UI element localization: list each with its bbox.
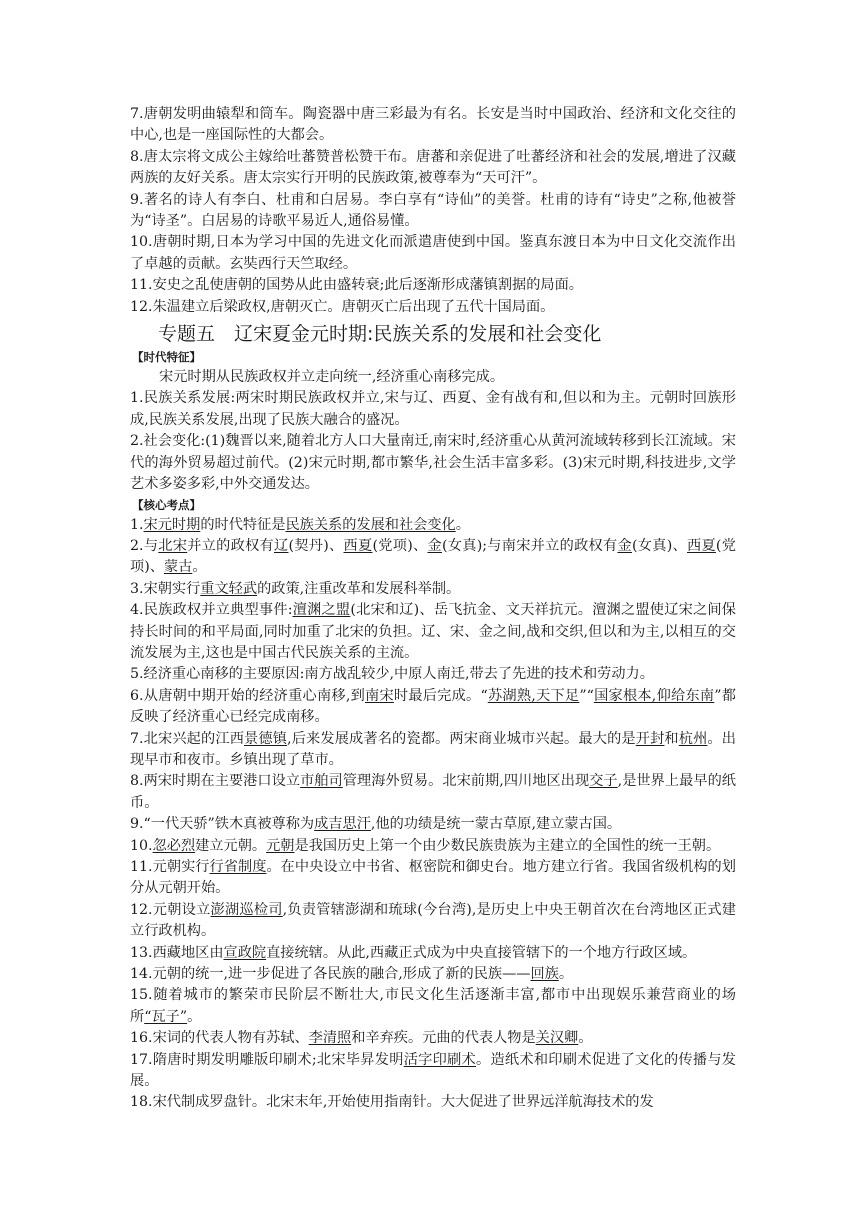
item-text: 7.唐朝发明曲辕犁和筒车。陶瓷器中唐三彩最为有名。长安是当时中国政治、经济和文化交往的中心,也是一座国际性的大都会。 — [130, 106, 736, 144]
item-text: 。 — [558, 966, 574, 983]
underlined-key-term: 国家根本,仰给东南 — [593, 687, 715, 704]
item-text: (女真);与南宋并立的政权有 — [441, 537, 618, 554]
underlined-key-term: 交子 — [589, 773, 618, 790]
underlined-key-term: 李清照 — [308, 1030, 352, 1047]
underlined-key-term: “瓦子” — [144, 1008, 188, 1025]
underlined-key-term: 南宋 — [365, 687, 394, 704]
topic-heading: 专题五 辽宋夏金元时期:民族关系的发展和社会变化 — [158, 323, 602, 346]
item-text: 10.唐朝时期,日本为学习中国的先进文化而派遣唐使到中国。鉴真东渡日本为中日文化交流作出了卓越的贡献。玄奘西行天竺取经。 — [130, 234, 736, 272]
item-text: 9.著名的诗人有李白、杜甫和白居易。李白享有“诗仙”的美誉。杜甫的诗有“诗史”之称,他被誉为“诗圣”。白居易的诗歌平易近人,通俗易懂。 — [130, 191, 736, 230]
item-text: 8.两宋时期在主要港口设立 — [130, 773, 301, 790]
core-point-item — [130, 985, 736, 1028]
tang-list-item — [130, 297, 736, 318]
core-point-item — [130, 943, 736, 964]
underlined-key-term: 杭州 — [678, 730, 708, 747]
item-text: 是我国历史上第一个由少数民族贵族为主建立的全国性的统一王朝。 — [294, 837, 721, 854]
item-text: 。 — [187, 1008, 202, 1025]
item-text: 并立的政权有 — [187, 537, 275, 554]
item-text: 15.随着城市的繁荣市民阶层不断壮大,市民文化生活逐渐丰富,都市中出现娱乐兼营商业的场所 — [130, 987, 736, 1025]
core-point-item — [130, 536, 736, 579]
item-text: (党项)、 — [130, 537, 736, 576]
underlined-key-term: 重文轻武 — [200, 580, 258, 597]
underlined-key-term: 回族 — [530, 966, 559, 983]
item-text: 管理海外贸易。北宋前期,四川地区出现 — [342, 773, 590, 790]
item-text: 5.经济重心南移的主要原因:南方战乱较少,中原人南迁,带去了先进的技术和劳动力。 — [130, 666, 654, 683]
item-text: 12.朱温建立后梁政权,唐朝灭亡。唐朝灭亡后出现了五代十国局面。 — [130, 298, 555, 315]
item-text: 和 — [664, 730, 679, 747]
core-point-item — [130, 814, 736, 835]
tang-list-item — [130, 232, 736, 275]
item-text: (契丹)、 — [288, 537, 344, 554]
tang-list-item — [130, 147, 736, 190]
item-text: 3.宋朝实行 — [130, 580, 201, 597]
item-text: 。 — [578, 1030, 593, 1047]
core-point-item — [130, 729, 736, 772]
item-text: 13.西藏地区由 — [130, 944, 224, 961]
underlined-key-term: 行省制度 — [209, 859, 267, 875]
era-features-label: 【时代特征】 — [132, 350, 201, 365]
underlined-key-term: 北宋 — [158, 537, 188, 554]
item-text: 。造纸术和印刷术促进了文化的传播与发展。 — [130, 1051, 736, 1090]
underlined-key-term: 市舶司 — [300, 773, 343, 790]
underlined-key-term: 活字印刷术 — [403, 1051, 476, 1068]
core-point-item — [130, 664, 736, 685]
underlined-key-term: 开封 — [635, 730, 665, 747]
era-features-intro: 宋元时期从民族政权并立走向统一,经济重心南移完成。 — [159, 369, 505, 386]
underlined-key-term: 景德镇 — [244, 730, 288, 747]
core-point-item — [130, 964, 736, 985]
underlined-key-term: 成吉思汗 — [314, 816, 371, 833]
item-text: (女真)、 — [631, 537, 687, 554]
item-text: 直接统辖。从此,西藏正式成为中央直接管辖下的一个地方行政区域。 — [266, 944, 697, 961]
core-point-item — [130, 600, 736, 664]
item-text: (北宋和辽)、岳飞抗金、文天祥抗元。澶渊之盟使辽宋之间保持长时间的和平局面,同时加重了北宋的负担。辽、宋、金之间,战和交织,但以和为主,以相互的交流发展为主,这也是中国古代民族关系的主流。 — [130, 602, 736, 661]
item-text: 16.宋词的代表人物有苏轼、 — [130, 1030, 309, 1047]
underlined-key-term: 民族关系的发展和社会变化 — [285, 516, 456, 533]
tang-list-item — [130, 190, 736, 233]
era-features-list — [130, 388, 736, 495]
core-point-item — [130, 1028, 736, 1049]
item-text: 8.唐太宗将文成公主嫁给吐蕃赞普松赞干布。唐蕃和亲促进了吐蕃经济和社会的发展,增进了汉藏两族的友好关系。唐太宗实行开明的民族政策,被尊奉为“天可汗”。 — [130, 148, 736, 187]
core-point-item — [130, 771, 736, 814]
core-point-item — [130, 515, 736, 536]
underlined-key-term: 关汉卿 — [535, 1030, 579, 1047]
item-text: 。出现早市和夜市。乡镇出现了草市。 — [130, 730, 736, 768]
item-text: 2.与 — [130, 537, 159, 554]
item-text: 。 — [192, 559, 207, 576]
core-point-item — [130, 1092, 736, 1113]
underlined-key-term: 辽 — [274, 537, 289, 554]
underlined-key-term: 澶渊之盟 — [292, 602, 351, 619]
underlined-key-term: 忽必烈 — [152, 837, 196, 854]
item-text: ”都反映了经济重心已经完成南移。 — [130, 687, 736, 726]
item-text: 的时代特征是 — [200, 516, 286, 533]
underlined-key-term: 金 — [617, 537, 632, 554]
item-text: 9.“一代天骄”铁木真被尊称为 — [130, 816, 315, 833]
item-text: 的政策,注重改革和发展科举制。 — [257, 580, 461, 597]
item-text: 2.社会变化:(1)魏晋以来,随着北方人口大量南迁,南宋时,经济重心从黄河流域转移到长江流域。宋代的海外贸易超过前代。(2)宋元时期,都市繁华,社会生活丰富多彩。(3)宋元时期,科技进步,文学艺术多姿多彩,中外交通发达。 — [130, 433, 736, 493]
item-text: 11.元朝实行 — [130, 859, 210, 875]
item-text: 时最后完成。“ — [393, 687, 488, 704]
underlined-key-term: 宋元时期 — [143, 516, 201, 533]
item-text: 7.北宋兴起的江西 — [130, 730, 245, 747]
core-point-item — [130, 579, 736, 600]
item-text: ,后来发展成著名的瓷都。两宋商业城市兴起。最大的是 — [287, 730, 636, 747]
tang-list-item — [130, 275, 736, 296]
item-text: 17.隋唐时期发明雕版印刷术;北宋毕昇发明 — [130, 1051, 404, 1068]
item-text: ,是世界上最早的纸币。 — [130, 773, 736, 811]
item-text: 和辛弃疾。元曲的代表人物是 — [351, 1030, 536, 1047]
tang-dynasty-list — [130, 104, 736, 318]
core-point-item — [130, 836, 736, 857]
underlined-key-term: 宣政院 — [223, 944, 267, 961]
underlined-key-term: 元朝 — [266, 837, 295, 854]
core-point-item — [130, 686, 736, 729]
underlined-key-term: 金 — [427, 537, 442, 554]
underlined-key-term: 澎湖巡检司 — [210, 901, 283, 918]
underlined-key-term: 西夏 — [686, 537, 716, 554]
item-text: 建立元朝。 — [195, 837, 267, 854]
document-page — [130, 104, 736, 1114]
item-text: 1.民族关系发展:两宋时期民族政权并立,宋与辽、西夏、金有战有和,但以和为主。元朝时回族形成,民族关系发展,出现了民族大融合的盛况。 — [130, 390, 736, 428]
item-text: 11.安史之乱使唐朝的国势从此由盛转衰;此后逐渐形成藩镇割据的局面。 — [130, 277, 583, 294]
core-points-label: 【核心考点】 — [132, 497, 201, 512]
core-point-item — [130, 857, 736, 900]
tang-list-item — [130, 104, 736, 147]
underlined-key-term: 西夏 — [343, 537, 373, 554]
item-text: 。在中央设立中书省、枢密院和御史台。地方建立行省。我国省级机构的划分从元朝开始。 — [130, 859, 736, 897]
item-text: ,负责管辖澎湖和琉球(今台湾),是历史上中央王朝首次在台湾地区正式建立行政机构。 — [130, 901, 736, 940]
core-point-item — [130, 1050, 736, 1093]
item-text: 10. — [130, 837, 153, 854]
item-text: ,他的功绩是统一蒙古草原,建立蒙古国。 — [370, 816, 622, 833]
era-feature-item — [130, 388, 736, 431]
item-text: (党项)、 — [372, 537, 428, 554]
item-text: 12.元朝设立 — [130, 901, 211, 918]
underlined-key-term: 苏湖熟,天下足 — [487, 687, 580, 704]
item-text: 14.元朝的统一,进一步促进了各民族的融合,形成了新的民族—— — [130, 966, 531, 983]
underlined-key-term: 蒙古 — [163, 559, 193, 576]
item-text: 4.民族政权并立典型事件: — [130, 602, 293, 619]
item-text: 6.从唐朝中期开始的经济重心南移,到 — [130, 687, 366, 704]
item-text: 1. — [130, 516, 144, 533]
item-text: 18.宋代制成罗盘针。北宋末年,开始使用指南针。大大促进了世界远洋航海技术的发 — [130, 1094, 654, 1111]
era-feature-item — [130, 431, 736, 495]
core-points-list — [130, 515, 736, 1114]
item-text: 。 — [455, 516, 470, 533]
item-text: ”“ — [579, 687, 594, 704]
core-point-item — [130, 900, 736, 943]
